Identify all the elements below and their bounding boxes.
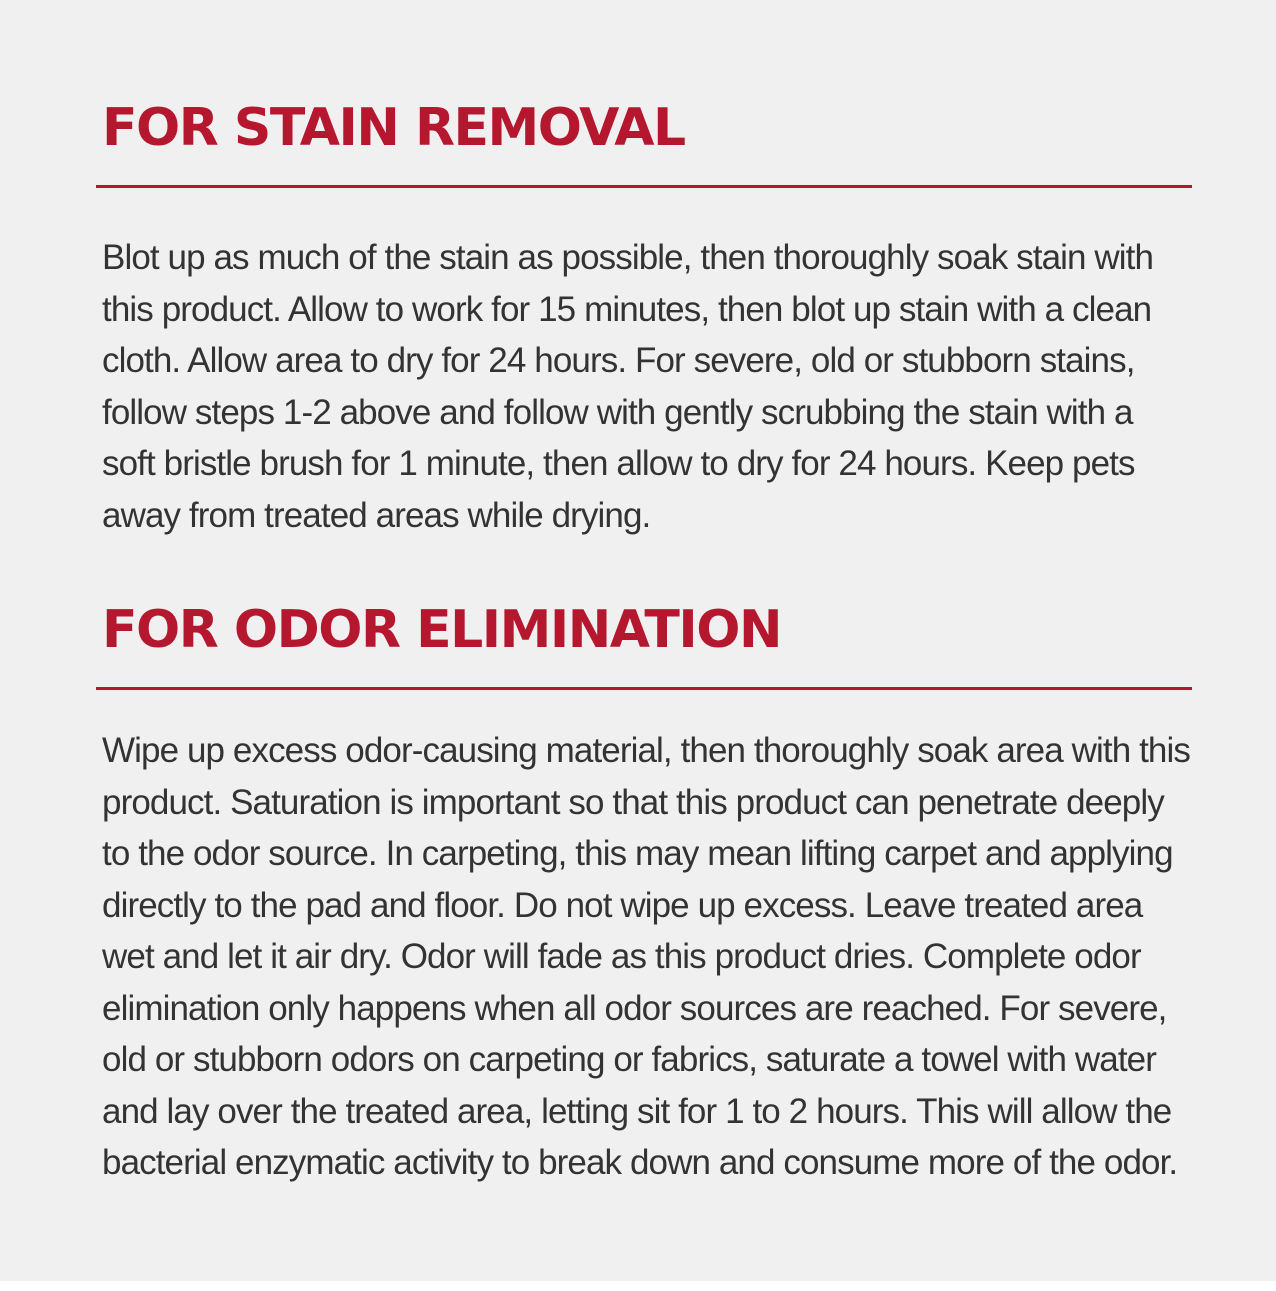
stain-removal-heading: FOR STAIN REMOVAL (102, 98, 685, 158)
stain-removal-instructions: Blot up as much of the stain as possible, then thoroughly soak stain with this product. Allow to work for 15 minutes, then blot up stain with a clean cloth. Allow area to dry for 24 hours. For severe, old or stubborn stains, follow steps 1-2 above and follow with gently scrubbing the stain with a soft bristle brush for 1 minute, then allow to dry for 24 hours. Keep pets away from treated areas while drying. (102, 238, 1154, 535)
stain-removal-divider (96, 185, 1192, 188)
odor-elimination-divider (96, 687, 1192, 690)
stain-removal-section (96, 96, 1192, 541)
odor-elimination-heading: FOR ODOR ELIMINATION (102, 600, 781, 660)
odor-elimination-section (96, 598, 1192, 1189)
odor-elimination-instructions: Wipe up excess odor-causing material, then thoroughly soak area with this product. Saturation is important so that this product can penetrate deeply to the odor source. In carpeting, this may mean lifting carpet and applying directly to the pad and floor. Do not wipe up excess. Leave treated area wet and let it air dry. Odor will fade as this product dries. Complete odor elimination only happens when all odor sources are reached. For severe, old or stubborn odors on carpeting or fabrics, saturate a towel with water and lay over the treated area, letting sit for 1 to 2 hours. This will allow the bacterial enzymatic activity to break down and consume more of the odor. (102, 731, 1190, 1182)
